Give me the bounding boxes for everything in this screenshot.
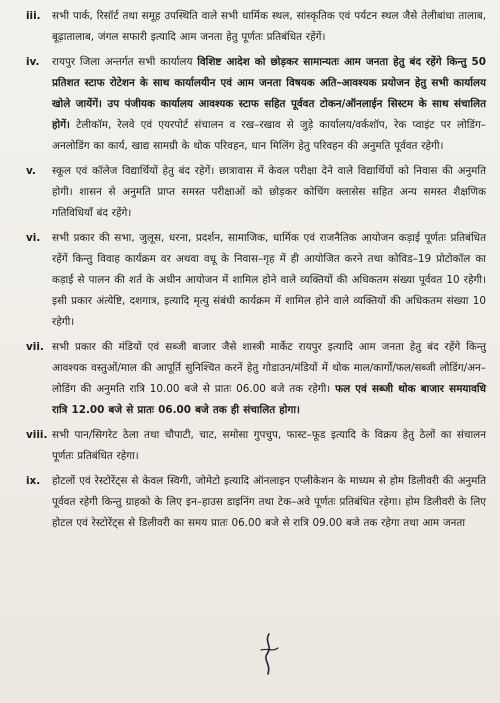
clause-number: viii. [26, 429, 48, 441]
clause-vii [22, 337, 486, 421]
clause-text-part: सभी प्रकार की मंडियों एवं सब्जी बाजार जैसे शास्त्री मार्केट रायपुर इत्यादि आम जनता हेतु बंद रहेंगे किन्तु आवश्यक वस्तुओं/माल की आपूर्ति सुनिश्चित करनें हेतु गोडाउन/मंडियों में थोक माल/कार्गो/फल/सब्जी लोडिंग/अन–लोडिंग की अनुमति रात्रि 10.00 बजे से प्रातः 06.00 बजे तक रहेगी। [52, 341, 486, 395]
order-clause-list [22, 6, 486, 534]
clause-number: vii. [26, 341, 44, 353]
clause-text-bold: फल एवं सब्जी थोक बाजार समयावधि रात्रि 12.00 बजे से प्रातः 06.00 बजे तक ही संचालित होगा। [52, 383, 486, 416]
clause-text [52, 6, 486, 48]
clause-text [52, 425, 486, 467]
clause-number: iv. [26, 56, 40, 68]
clause-number: iii. [26, 10, 41, 22]
clause-text [52, 471, 486, 534]
clause-text [52, 228, 486, 333]
clause-number: vi. [26, 232, 41, 244]
clause-vi [22, 228, 486, 333]
clause-text-part: होटलों एवं रेस्टोरेंट्स से केवल स्विगी, जोमेटो इत्यादि ऑनलाइन एप्लीकेशन के माध्यम से होम डिलीवरी की अनुमति पूर्ववत रहेगी किन्तु ग्राहको के लिए इन–हाउस डाइनिंग तथा टेक–अवे पूर्णतः प्रतिबंधित रहेगा। होम डिलीवरी के लिए होटल एवं रेस्टोरेंट्स से डिलीवरी का समय प्रातः 06.00 बजे से रात्रि 09.00 बजे तक रहेगा तथा आम जनता [52, 475, 486, 529]
clause-text-part: सभी प्रकार की सभा, जुलूस, धरना, प्रदर्शन, सामाजिक, धार्मिक एवं राजनैतिक आयोजन कड़ाई पूर्णतः प्रतिबंधित रहेंगें किन्तु विवाह कार्यक्रम वर अथवा वधू के निवास–गृह में ही आयोजित करने तथा कोविड–19 प्रोटोकॉल का कड़ाई से पालन की शर्त के अधीन आयोजन में शामिल होने वाले व्यक्तियों की अधिकतम संख्या पूर्ववत 10 रहेगी। इसी प्रकार अंत्येष्टि, दशगात्र, इत्यादि मृत्यु संबंधी कार्यक्रम में शामिल होने वाले व्यक्तियों की अधिकतम संख्या 10 रहेगी। [52, 232, 486, 328]
clause-text [52, 161, 486, 224]
clause-text-part: सभी पार्क, रिसॉर्ट तथा समूह उपस्थिति वाले सभी धार्मिक स्थल, सांस्कृतिक एवं पर्यटन स्थल जैसे तेलीबांधा तालाब, बूढ़ातालाब, जंगल सफारी इत्यादि आम जनता हेतु पूर्णतः प्रतिबंधित रहेंगें। [52, 10, 486, 43]
clause-iii [22, 6, 486, 48]
clause-text [52, 52, 486, 157]
clause-text-part: टेलीकॉम, रेलवे एवं एयरपोर्ट संचालन व रख–रखाव से जुड़े कार्यालय/वर्कशॉप, रेक प्वाइंट पर लोडिंग–अनलोडिंग का कार्य, खाद्य सामग्री के थोक परिवहन, धान मिलिंग हेतु परिवहन की अनुमति पूर्ववत रहेगी। [52, 119, 486, 152]
clause-text-part: सभी पान/सिगरेट ठेला तथा चौपाटी, चाट, समोसा गुपचुप, फास्ट–फूड इत्यादि के विक्रय हेतु ठेलों का संचालन पूर्णतः प्रतिबंधित रहेगा। [52, 429, 486, 462]
clause-text-bold: विशिष्ट आदेश को छोड़कर सामान्यतः आम जनता हेतु बंद रहेंगे किन्तु 50 प्रतिशत स्टाफ रोटेशन के साथ कार्यालयीन एवं आम जनता विषयक अति–आवश्यक प्रयोजन हेतु सभी कार्यालय खोले जायेंगें। उप पंजीयक कार्यालय आवश्यक स्टाफ सहित पूर्ववत टोकन/ऑनलाईन सिस्टम के साथ संचालित होगें। [52, 56, 486, 131]
clause-iv [22, 52, 486, 157]
clause-number: v. [26, 165, 36, 177]
clause-v [22, 161, 486, 224]
clause-number: ix. [26, 475, 41, 487]
handwritten-signature-mark [255, 630, 283, 678]
clause-text-part: रायपुर जिला अन्तर्गत सभी कार्यालय [52, 56, 198, 68]
clause-text [52, 337, 486, 421]
clause-text-part: स्कूल एवं कॉलेज विद्यार्थियों हेतु बंद रहेगें। छात्रावास में केवल परीक्षा देने वाले विद्यार्थियों को निवास की अनुमति होगी। शासन से अनुमति प्राप्त समस्त परीक्षाओं को छोड़कर कोचिंग क्लासेस सहित अन्य समस्त शैक्षणिक गतिविधियाँ बंद रहेंगे। [52, 165, 486, 219]
clause-viii [22, 425, 486, 467]
clause-ix [22, 471, 486, 534]
